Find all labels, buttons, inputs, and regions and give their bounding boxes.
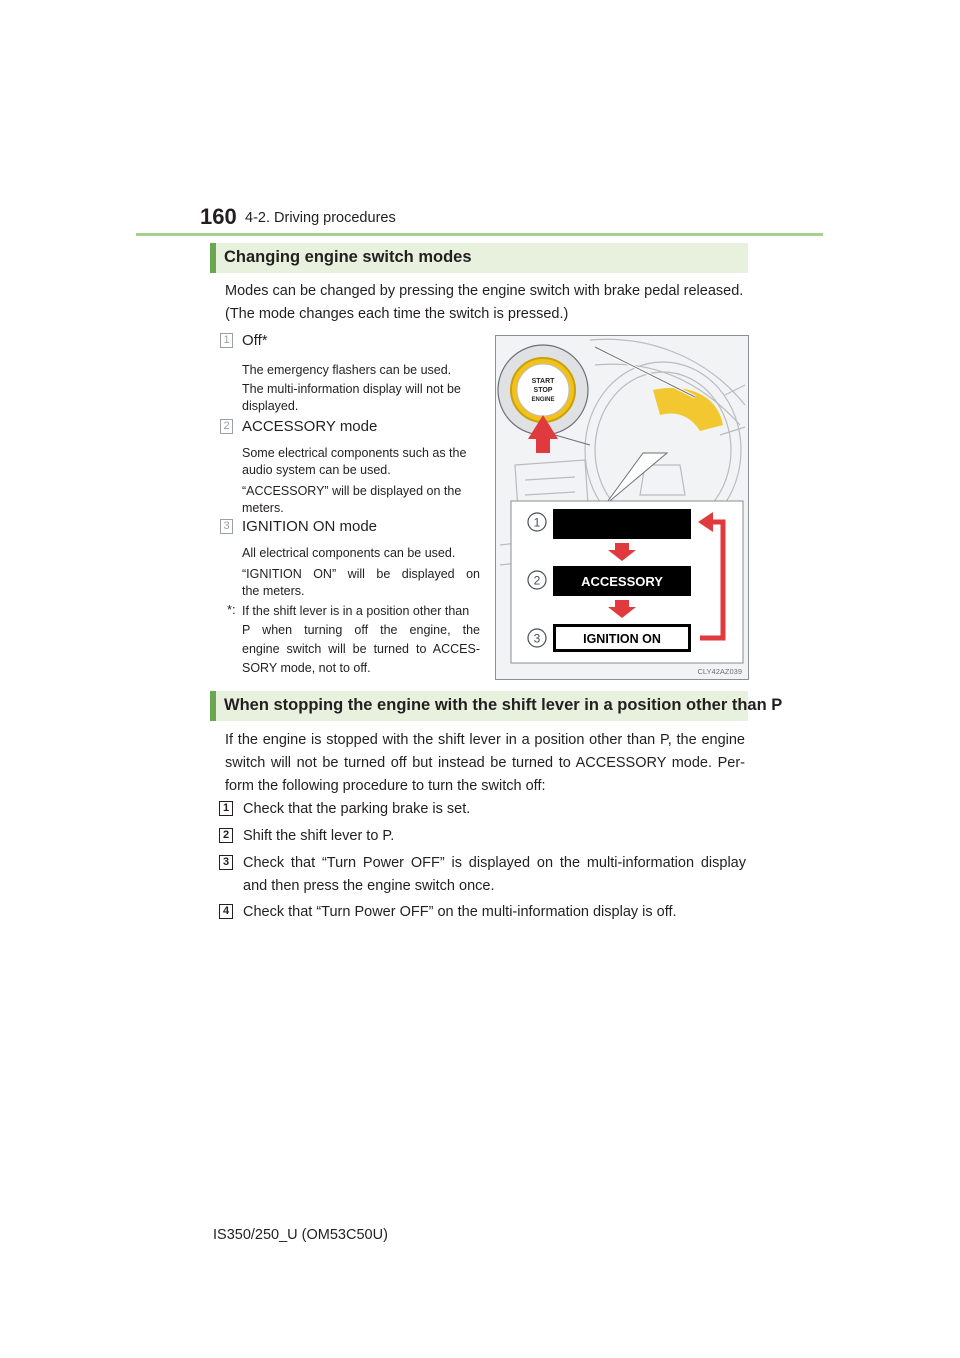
section2-intro-line: form the following procedure to turn the switch off: bbox=[225, 778, 546, 794]
button-text-start: START bbox=[531, 378, 555, 385]
step-text: Check that “Turn Power OFF” on the multi-information display is off. bbox=[243, 904, 677, 920]
state-label-2: 2 bbox=[533, 573, 541, 588]
step-number-badge: 1 bbox=[219, 801, 233, 816]
mode-note: “ACCESSORY” will be displayed on the bbox=[242, 484, 462, 498]
step-number-badge: 2 bbox=[219, 828, 233, 843]
step-text: Check that the parking brake is set. bbox=[243, 801, 471, 817]
intro-line-1: Modes can be changed by pressing the engine switch with brake pedal released. bbox=[225, 283, 744, 299]
mode-note: The emergency flashers can be used. bbox=[242, 363, 452, 377]
section-title: When stopping the engine with the shift lever in a position other than P bbox=[224, 696, 783, 714]
illustration-code: CLY42AZ039 bbox=[697, 667, 742, 676]
state-label-3: 3 bbox=[533, 631, 541, 646]
footer-model-code: IS350/250_U (OM53C50U) bbox=[213, 1227, 388, 1243]
step-number-badge: 3 bbox=[219, 855, 233, 870]
mode-note: The multi-information display will not be bbox=[242, 382, 461, 396]
mode-note: audio system can be used. bbox=[242, 463, 391, 477]
button-text-engine: ENGINE bbox=[531, 397, 555, 403]
step-text: Shift the shift lever to P. bbox=[243, 828, 395, 844]
footnote-line: engine switch will be turned to ACCES- bbox=[242, 642, 480, 656]
mode-note: Some electrical components such as the bbox=[242, 446, 467, 460]
section-header-engine-switch-modes bbox=[210, 243, 748, 273]
mode-number-badge: 1 bbox=[220, 333, 233, 348]
state-label-1: 1 bbox=[533, 515, 541, 530]
footnote-line: SORY mode, not to off. bbox=[242, 661, 371, 675]
state-text-ignition-on: IGNITION ON bbox=[583, 632, 661, 646]
mode-number-badge: 3 bbox=[220, 519, 233, 534]
state-text-accessory: ACCESSORY bbox=[581, 574, 663, 589]
mode-note: the meters. bbox=[242, 584, 305, 598]
engine-switch-illustration bbox=[495, 335, 749, 680]
mode-title-ignition-on: IGNITION ON mode bbox=[242, 518, 378, 535]
step-number-badge: 4 bbox=[219, 904, 233, 919]
mode-note: displayed. bbox=[242, 399, 299, 413]
step-text: and then press the engine switch once. bbox=[243, 878, 495, 894]
mode-number-badge: 2 bbox=[220, 419, 233, 434]
section2-intro-line: switch will not be turned off but instead be turned to ACCESSORY mode. Per- bbox=[225, 755, 745, 771]
section-title: Changing engine switch modes bbox=[224, 248, 472, 266]
mode-note: meters. bbox=[242, 501, 284, 515]
section-breadcrumb: 4-2. Driving procedures bbox=[245, 210, 396, 226]
section2-intro-line: If the engine is stopped with the shift lever in a position other than P, the engine bbox=[225, 732, 745, 748]
mode-title-accessory: ACCESSORY mode bbox=[242, 418, 378, 435]
mode-note: “IGNITION ON” will be displayed on bbox=[242, 567, 480, 581]
button-text-stop: STOP bbox=[533, 387, 553, 394]
header-divider bbox=[136, 233, 823, 236]
state-box-off bbox=[553, 509, 691, 539]
section-header-shift-lever bbox=[210, 691, 783, 721]
footnote-mark: *: bbox=[227, 602, 236, 617]
footnote-line: P when turning off the engine, the bbox=[242, 623, 480, 637]
mode-note: All electrical components can be used. bbox=[242, 546, 456, 560]
step-text: Check that “Turn Power OFF” is displayed on the multi-information display bbox=[243, 855, 746, 871]
footnote-line: If the shift lever is in a position other than bbox=[242, 604, 470, 618]
page-number: 160 bbox=[200, 204, 237, 229]
mode-title-off: Off* bbox=[242, 332, 268, 349]
intro-line-2: (The mode changes each time the switch is pressed.) bbox=[225, 306, 569, 322]
